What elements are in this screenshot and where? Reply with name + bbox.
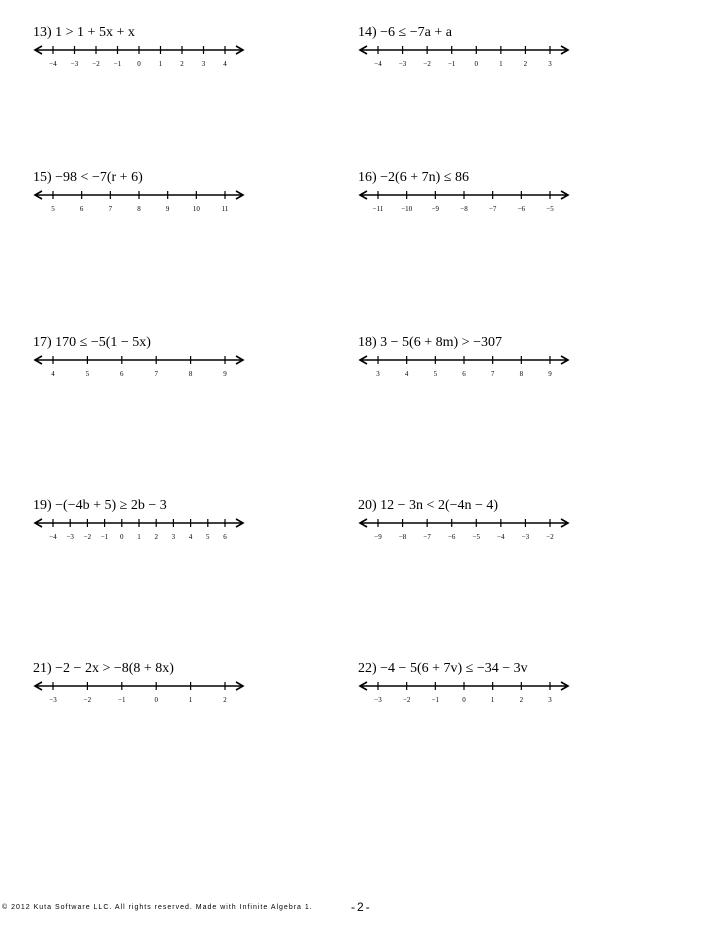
tick-label: −4 bbox=[374, 60, 382, 68]
problem-statement: 22) −4 − 5(6 + 7v) ≤ −34 − 3v bbox=[358, 661, 528, 676]
tick-label: −1 bbox=[431, 696, 440, 704]
tick-label: 8 bbox=[519, 370, 524, 378]
problem-statement: 13) 1 > 1 + 5x + x bbox=[33, 25, 135, 40]
tick-label: 9 bbox=[548, 370, 552, 378]
tick-label: 4 bbox=[404, 370, 409, 378]
tick-label: 2 bbox=[154, 533, 158, 541]
tick-label: 2 bbox=[223, 696, 227, 704]
problem-15 bbox=[33, 170, 373, 250]
number-line[interactable] bbox=[358, 190, 570, 230]
tick-label: 1 bbox=[499, 60, 503, 68]
tick-label: −3 bbox=[521, 533, 530, 541]
tick-label: −8 bbox=[398, 533, 407, 541]
tick-label: 0 bbox=[154, 696, 158, 704]
tick-label: 3 bbox=[201, 60, 206, 68]
tick-label: 3 bbox=[171, 533, 176, 541]
tick-label: 6 bbox=[79, 205, 84, 213]
problem-statement: 17) 170 ≤ −5(1 − 5x) bbox=[33, 335, 151, 350]
tick-label: −1 bbox=[118, 696, 126, 704]
tick-label: 9 bbox=[223, 370, 227, 378]
tick-label: 6 bbox=[223, 533, 227, 541]
problem-16 bbox=[358, 170, 698, 250]
number-line[interactable] bbox=[33, 518, 245, 558]
number-line[interactable] bbox=[33, 355, 245, 395]
tick-label: 4 bbox=[51, 370, 55, 378]
tick-label: 6 bbox=[120, 370, 124, 378]
problem-statement: 20) 12 − 3n < 2(−4n − 4) bbox=[358, 498, 499, 513]
tick-label: −2 bbox=[546, 533, 554, 541]
tick-label: 2 bbox=[180, 60, 184, 68]
tick-label: 0 bbox=[137, 60, 141, 68]
page-number: -2- bbox=[351, 900, 372, 914]
tick-label: 11 bbox=[221, 205, 229, 213]
tick-label: −2 bbox=[83, 533, 92, 541]
tick-label: 7 bbox=[108, 205, 113, 213]
tick-label: −5 bbox=[546, 205, 554, 213]
tick-label: 5 bbox=[85, 370, 90, 378]
problem-statement: 15) −98 < −7(r + 6) bbox=[33, 170, 143, 185]
problem-22 bbox=[358, 661, 698, 741]
tick-label: −1 bbox=[113, 60, 122, 68]
problem-18 bbox=[358, 335, 698, 415]
tick-label: −6 bbox=[517, 205, 526, 213]
tick-label: 6 bbox=[462, 370, 466, 378]
tick-label: −11 bbox=[372, 205, 384, 213]
tick-label: −1 bbox=[100, 533, 109, 541]
copyright-notice: © 2012 Kuta Software LLC. All rights reserved. Made with Infinite Algebra 1. bbox=[2, 904, 313, 911]
problem-statement: 18) 3 − 5(6 + 8m) > −307 bbox=[358, 335, 502, 350]
tick-label: −1 bbox=[447, 60, 456, 68]
tick-label: 2 bbox=[523, 60, 528, 68]
tick-label: 8 bbox=[188, 370, 193, 378]
number-line[interactable] bbox=[358, 355, 570, 395]
problem-13 bbox=[33, 25, 373, 105]
number-line[interactable] bbox=[358, 45, 570, 85]
tick-label: 3 bbox=[376, 370, 380, 378]
tick-label: 5 bbox=[206, 533, 210, 541]
tick-label: −3 bbox=[49, 696, 57, 704]
tick-label: −2 bbox=[83, 696, 92, 704]
tick-label: −3 bbox=[66, 533, 74, 541]
tick-label: 0 bbox=[462, 696, 466, 704]
tick-label: 1 bbox=[158, 60, 163, 68]
tick-label: 1 bbox=[490, 696, 495, 704]
tick-label: −4 bbox=[49, 60, 57, 68]
tick-label: 3 bbox=[548, 60, 552, 68]
tick-label: 5 bbox=[433, 370, 438, 378]
tick-label: −7 bbox=[488, 205, 497, 213]
tick-label: 7 bbox=[490, 370, 495, 378]
tick-label: −3 bbox=[374, 696, 382, 704]
tick-label: −4 bbox=[49, 533, 57, 541]
problem-21 bbox=[33, 661, 373, 741]
tick-label: 3 bbox=[548, 696, 552, 704]
number-line[interactable] bbox=[358, 681, 570, 721]
problem-20 bbox=[358, 498, 698, 578]
problem-19 bbox=[33, 498, 373, 578]
tick-label: 1 bbox=[188, 696, 193, 704]
tick-label: 10 bbox=[192, 205, 200, 213]
tick-label: −3 bbox=[398, 60, 407, 68]
tick-label: −5 bbox=[472, 533, 481, 541]
tick-label: 2 bbox=[519, 696, 524, 704]
tick-label: −2 bbox=[402, 696, 411, 704]
problem-statement: 16) −2(6 + 7n) ≤ 86 bbox=[358, 170, 469, 185]
tick-label: −8 bbox=[460, 205, 468, 213]
tick-label: −6 bbox=[447, 533, 456, 541]
tick-label: −2 bbox=[92, 60, 100, 68]
tick-label: 1 bbox=[137, 533, 141, 541]
tick-label: 0 bbox=[474, 60, 479, 68]
tick-label: 7 bbox=[154, 370, 158, 378]
number-line[interactable] bbox=[33, 45, 245, 85]
tick-label: −7 bbox=[423, 533, 431, 541]
tick-label: −10 bbox=[401, 205, 413, 213]
tick-label: 4 bbox=[223, 60, 227, 68]
number-line[interactable] bbox=[33, 681, 245, 721]
problem-14 bbox=[358, 25, 698, 105]
tick-label: 4 bbox=[188, 533, 193, 541]
tick-label: −3 bbox=[70, 60, 79, 68]
tick-label: 8 bbox=[137, 205, 141, 213]
tick-label: −2 bbox=[423, 60, 431, 68]
tick-label: 0 bbox=[120, 533, 124, 541]
tick-label: −4 bbox=[497, 533, 505, 541]
problem-statement: 14) −6 ≤ −7a + a bbox=[358, 25, 452, 40]
number-line[interactable] bbox=[358, 518, 570, 558]
tick-label: −9 bbox=[374, 533, 382, 541]
problem-statement: 19) −(−4b + 5) ≥ 2b − 3 bbox=[33, 498, 167, 513]
problem-17 bbox=[33, 335, 373, 415]
problem-statement: 21) −2 − 2x > −8(8 + 8x) bbox=[33, 661, 174, 676]
tick-label: 9 bbox=[165, 205, 170, 213]
tick-label: −9 bbox=[431, 205, 440, 213]
number-line[interactable] bbox=[33, 190, 245, 230]
tick-label: 5 bbox=[51, 205, 55, 213]
